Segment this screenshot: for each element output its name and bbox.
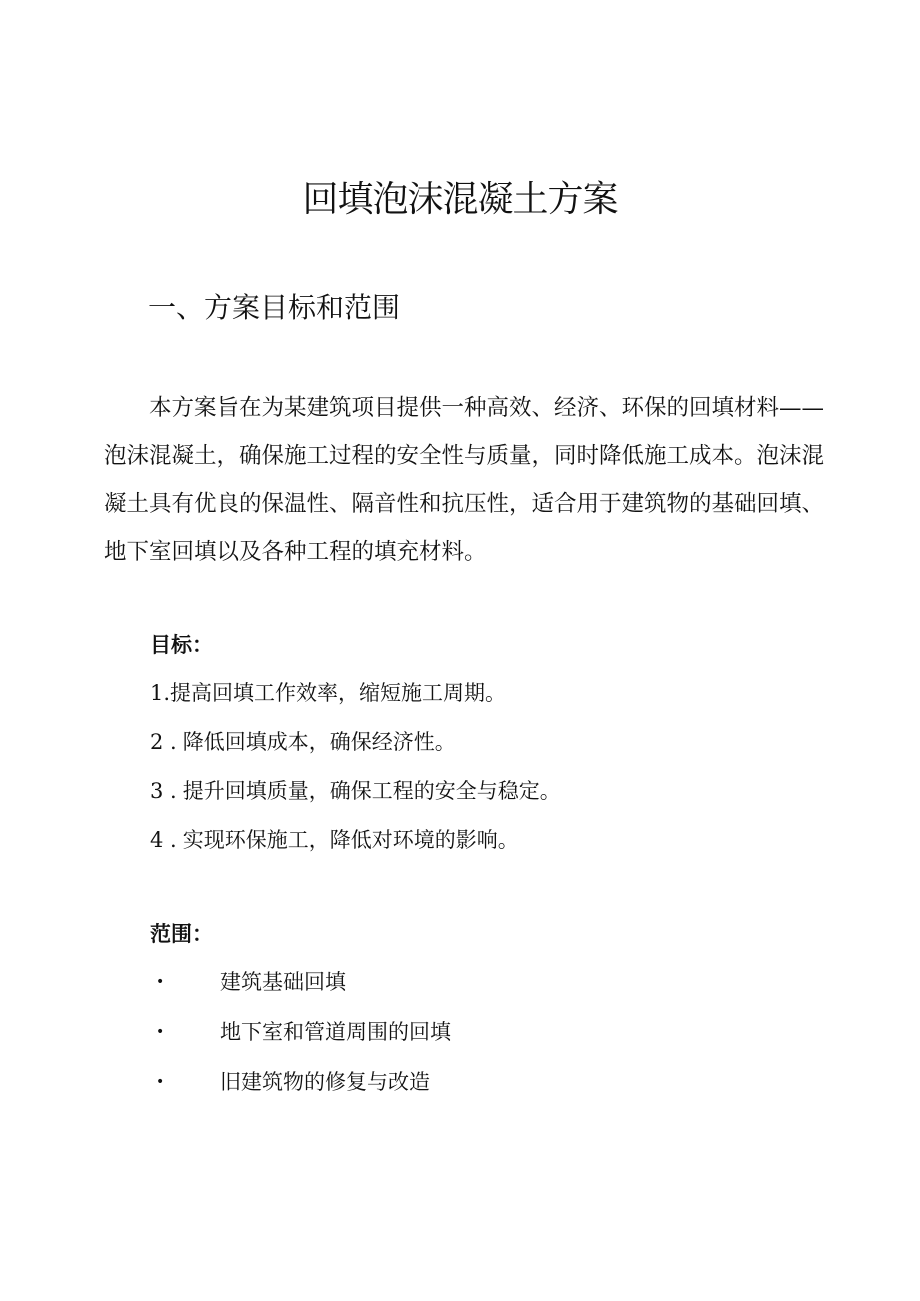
goal-text: 提升回填质量，确保工程的安全与稳定。 <box>182 779 561 803</box>
goals-list <box>150 676 561 872</box>
bullet-icon: • <box>156 974 165 990</box>
scope-item <box>150 1015 451 1065</box>
scope-item-text: 地下室和管道周围的回填 <box>220 1020 451 1044</box>
goal-item <box>150 774 561 823</box>
scope-item-text: 旧建筑物的修复与改造 <box>220 1070 430 1094</box>
intro-paragraph: 本方案旨在为某建筑项目提供一种高效、经济、环保的回填材料——泡沫混凝土，确保施工过程的安全性与质量，同时降低施工成本。泡沫混凝土具有优良的保温性、隔音性和抗压性，适合用于建筑物的基础回填、地下室回填以及各种工程的填充材料。 <box>104 395 825 565</box>
bullet-icon: • <box>156 1074 165 1090</box>
goal-number: 2 . <box>150 730 177 754</box>
scope-item-text: 建筑基础回填 <box>220 970 346 994</box>
goal-number: 3 . <box>150 779 177 803</box>
scope-list <box>150 965 451 1115</box>
goals-label: 目标： <box>150 633 213 657</box>
scope-label: 范围： <box>150 922 213 946</box>
section-heading: 一、方案目标和范围 <box>148 291 401 324</box>
goal-number: 1. <box>150 681 171 705</box>
goal-item <box>150 676 561 725</box>
goal-text: 提高回填工作效率，缩短施工周期。 <box>170 681 507 705</box>
goal-text: 降低回填成本，确保经济性。 <box>182 730 456 754</box>
goal-item <box>150 725 561 774</box>
goal-number: 4 . <box>150 828 177 852</box>
goal-text: 实现环保施工，降低对环境的影响。 <box>182 828 519 852</box>
bullet-icon: • <box>156 1024 165 1040</box>
scope-item <box>150 1065 451 1115</box>
scope-item <box>150 965 451 1015</box>
document-title: 回填泡沫混凝土方案 <box>302 179 618 220</box>
goal-item <box>150 823 561 872</box>
